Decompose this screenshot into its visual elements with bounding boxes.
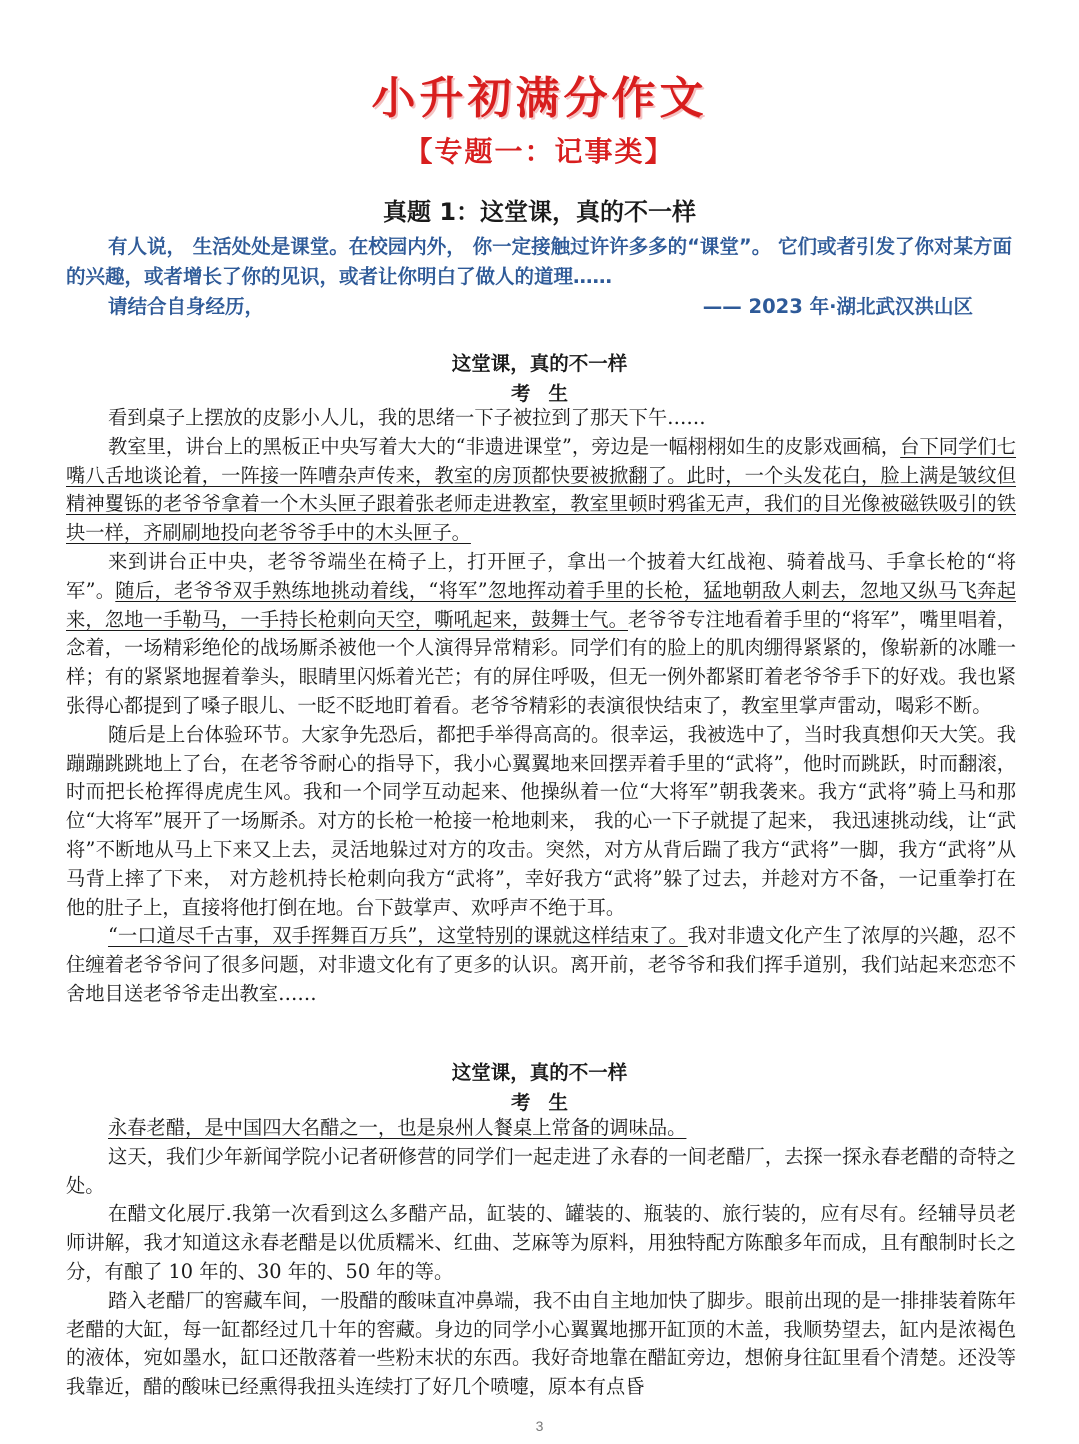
essay1-p2-text: 教室里，讲台上的黑板正中央写着大大的“非遗进课堂”，旁边是一幅栩栩如生的皮影戏画稿， (108, 434, 901, 458)
essay2-p1-underlined: 永春老醋，是中国四大名醋之一，也是泉州人餐桌上常备的调味品。 (108, 1116, 687, 1139)
page-number: 3 (535, 1418, 544, 1434)
prompt-instruction-line (66, 292, 1021, 322)
essay2-paragraph-4: 踏入老醋厂的窖藏车间，一股醋的酸味直冲鼻端，我不由自主地加快了脚步。眼前出现的是一排排装着陈年老醋的大缸，每一缸都经过几十年的窖藏。身边的同学小心翼翼地挪开缸顶的木盖，我顺势望去，缸内是浓褐色的液体，宛如墨水，缸口还散落着一些粉末状的东西。我好奇地靠在醋缸旁边，想俯身往缸里看个清楚。还没等我靠近，醋的酸味已经熏得我扭头连续打了好几个喷嚏，原本有点昏 (66, 1288, 1016, 1399)
essay1-author: 考生 (510, 382, 586, 405)
essay2-paragraph-1 (66, 1114, 1016, 1143)
prompt-source: —— 2023 年·湖北武汉洪山区 (702, 295, 973, 318)
essay1-paragraph-1: 看到桌子上摆放的皮影小人儿，我的思绪一下子被拉到了那天下午…… (108, 406, 706, 429)
prompt-instruction: 请结合自身经历， (108, 295, 265, 318)
essay2-paragraph-3: 在醋文化展厅.我第一次看到这么多醋产品，缸装的、罐装的、瓶装的、旅行装的，应有尽有。经辅导员老师讲解，我才知道这永春老醋是以优质糯米、红曲、芝麻等为原料，用独特配方陈酿多年而成，且有酿制时长之分，有酿了 10 年的、30 年的、50 年的等。 (66, 1202, 1016, 1283)
question-title: 真题 1：这堂课，真的不一样 (382, 198, 697, 226)
sub-title: 【专题一：记事类】 (404, 135, 675, 168)
essay1-p3-underlined: 随后，老爷爷双手熟练地挑动着线，“将军”忽地挥动着手里的长枪，猛地朝敌人刺去，忽地又纵马飞奔起来，忽地一手勒马，一手持长枪刺向天空，嘶吼起来，鼓舞士气。 (66, 578, 1016, 631)
essay1-title: 这堂课，真的不一样 (451, 352, 628, 375)
prompt-block (66, 232, 1021, 322)
essay1-paragraph-5 (66, 922, 1016, 1008)
essay1-p3-text-c: 老爷爷专注地看着手里的“将军”，嘴里唱着，念着，一场精彩绝伦的战场厮杀被他一个人演得异常精彩。同学们有的脸上的肌肉绷得紧紧的，像崭新的冰雕一样；有的紧紧地握着拳头，眼睛里闪烁着光芒；有的屏住呼吸，但无一例外都紧盯着老爷爷手下的好戏。我也紧张得心都提到了嗓子眼儿、一眨不眨地盯着看。老爷爷精彩的表演很快结束了，教室里掌声雷动，喝彩不断。 (66, 607, 1016, 717)
prompt-text: 有人说， 生活处处是课堂。在校园内外， 你一定接触过许许多多的“课堂”。 它们或者引发了你对某方面的兴趣，或者增长了你的见识，或者让你明白了做人的道理…… (66, 235, 1012, 288)
essay2-paragraph-2: 这天，我们少年新闻学院小记者研修营的同学们一起走进了永春的一间老醋厂，去探一探永春老醋的奇特之处。 (66, 1144, 1016, 1197)
essay1-paragraph-2 (66, 433, 1016, 548)
essay1-p3-text-a: 来到讲台正中央，老爷爷端坐在椅子上，打开匣子，拿出一个披着大红战袍、骑着战马、手拿长枪的“将军”。 (66, 549, 1016, 602)
essay1-p5-underlined: “一口道尽千古事，双手挥舞百万兵”，这堂特别的课就这样结束了。 (108, 924, 688, 948)
essay2-author: 考生 (510, 1091, 586, 1114)
essay1-p2-underlined: 台下同学们七嘴八舌地谈论着，一阵接一阵嘈杂声传来，教室的房顶都快要被掀翻了。此时，一个头发花白，脸上满是皱纹但精神矍铄的老爷爷拿着一个木头匣子跟着张老师走进教室，教室里顿时鸦雀无声，我们的目光像被磁铁吸引的铁块一样，齐刷刷地投向老爷爷手中的木头匣子。 (66, 434, 1017, 545)
essay2-body (66, 1114, 1016, 1402)
essay2-title: 这堂课，真的不一样 (451, 1061, 628, 1084)
essay1-paragraph-4: 随后是上台体验环节。大家争先恐后，都把手举得高高的。很幸运，我被选中了，当时我真想仰天大笑。我蹦蹦跳跳地上了台，在老爷爷耐心的指导下，我小心翼翼地来回摆弄着手里的“武将”，他时而跳跃，时而翻滚， 时而把长枪挥得虎虎生风。我和一个同学互动起来、他操纵着一位“大将军”朝我袭来。我方“武将”骑上马和那位“大将军”展开了一场厮杀。对方的长枪一枪接一枪地刺来， 我的心一下子就提了起来， 我迅速挑动线，让“武将”不断地从马上下来又上去，灵活地躲过对方的攻击。突然，对方从背后踹了我方“武将”一脚，我方“武将”从马背上摔了下来， 对方趁机持长枪刺向我方“武将”，幸好我方“武将”躲了过去，并趁对方不备，一记重拳打在他的肚子上，直接将他打倒在地。台下鼓掌声、欢呼声不绝于耳。 (66, 722, 1016, 919)
essay1-p5-text: 我对非遗文化产生了浓厚的兴趣，忍不住缠着老爷爷问了很多问题，对非遗文化有了更多的认识。离开前，老爷爷和我们挥手道别，我们站起来恋恋不舍地目送老爷爷走出教室…… (66, 924, 1017, 1005)
essay1-paragraph-3 (66, 548, 1016, 721)
main-title: 小升初满分作文 (371, 73, 708, 124)
essay1-body (66, 404, 1016, 1009)
